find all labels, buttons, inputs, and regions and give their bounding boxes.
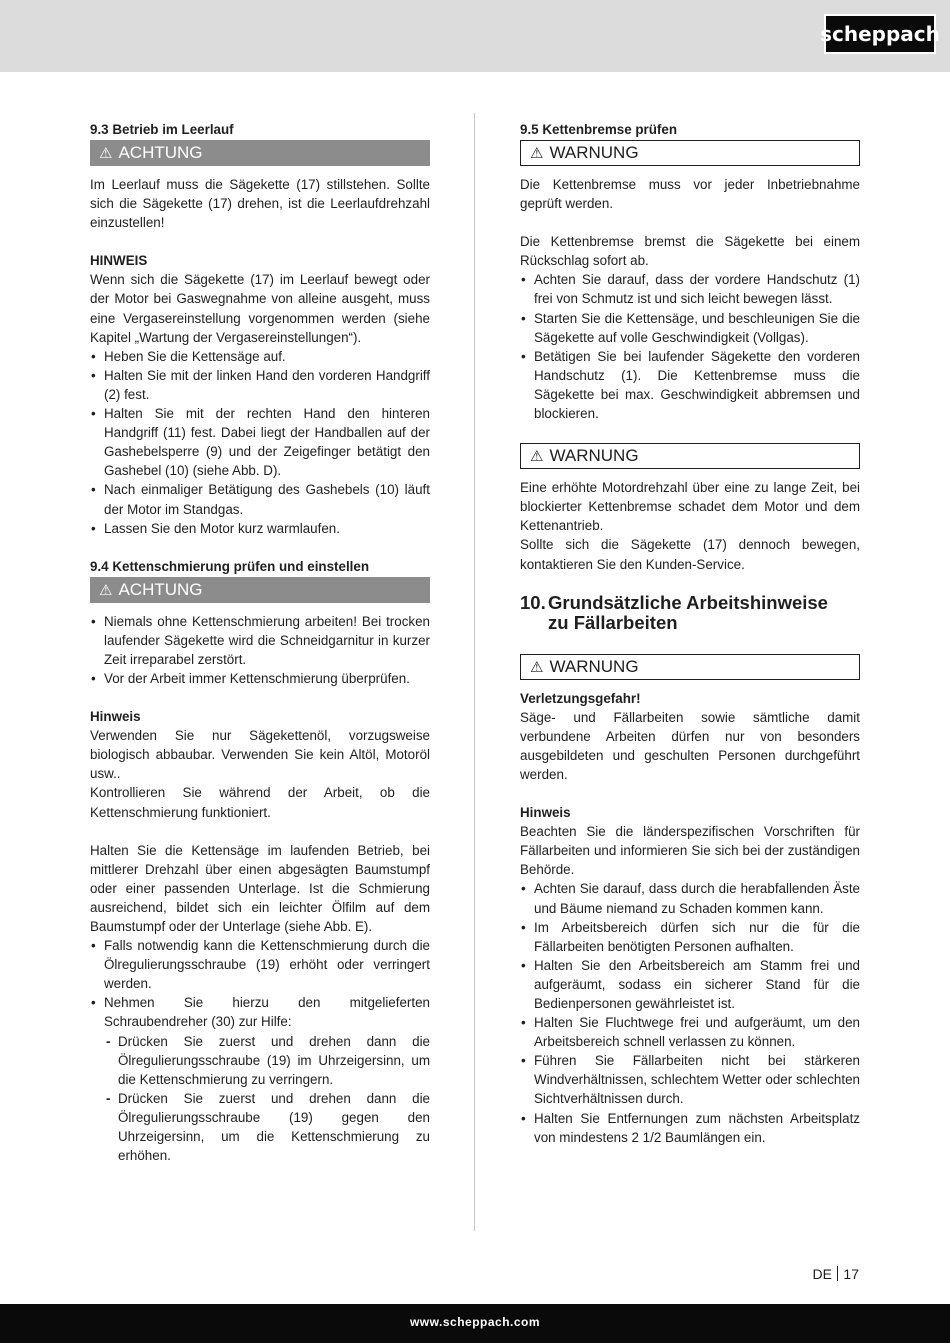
list-item <box>90 993 430 1165</box>
alert-label: WARNUNG <box>549 446 639 466</box>
bullet-list <box>90 936 430 1165</box>
bullet-list <box>90 347 430 538</box>
warning-triangle-icon: ⚠ <box>99 145 113 162</box>
list-item: • Achten Sie darauf, dass der vordere Handschutz (1) frei von Schmutz ist und sich leicht bewegen lässt. <box>520 270 860 308</box>
paragraph: Verwenden Sie nur Sägekettenöl, vorzugsweise biologisch abbaubar. Verwenden Sie kein Altöl, Motoröl usw.. <box>90 728 430 782</box>
section-heading-10 <box>520 593 860 633</box>
sub-list-item: - Drücken Sie zuerst und drehen dann die Ölregulierungsschraube (19) im Uhrzeigersinn, um die Kettenschmierung zu verringern. <box>104 1032 430 1089</box>
language-code: DE <box>812 1266 832 1282</box>
list-item: • Halten Sie Entfernungen zum nächsten Arbeitsplatz von mindestens 2 1/2 Baumlängen ein. <box>520 1109 860 1147</box>
list-item: • Vor der Arbeit immer Kettenschmierung überprüfen. <box>90 669 430 688</box>
list-item: • Achten Sie darauf, dass durch die herabfallenden Äste und Bäume niemand zu Schaden kommen kann. <box>520 879 860 917</box>
section-title-9-3: 9.3 Betrieb im Leerlauf <box>90 122 234 137</box>
section-title-9-5: 9.5 Kettenbremse prüfen <box>520 122 678 137</box>
paragraph: Im Leerlauf muss die Sägekette (17) stillstehen. Sollte sich die Sägekette (17) drehen, ist die Leerlaufdrehzahl einzustellen! <box>90 177 430 231</box>
note-label: Hinweis <box>90 709 141 725</box>
paragraph: Die Kettenbremse muss vor jeder Inbetriebnahme geprüft werden. <box>520 177 860 212</box>
achtung-banner <box>90 577 430 603</box>
list-item: • Halten Sie den Arbeitsbereich am Stamm frei und aufgeräumt, sodass ein sicherer Stand für die Bedienpersonen gewährleistet ist. <box>520 956 860 1013</box>
column-divider <box>474 113 475 1231</box>
list-item: • Im Arbeitsbereich dürfen sich nur die für die Fällarbeiten benötigten Personen aufhalten. <box>520 918 860 956</box>
list-item: • Niemals ohne Kettenschmierung arbeiten! Bei trocken laufender Sägekette wird die Schneidgarnitur in kurzer Zeit irreparabel zerstört. <box>90 612 430 669</box>
warnung-banner <box>520 140 860 166</box>
warning-triangle-icon: ⚠ <box>99 581 113 599</box>
left-column <box>90 120 430 1165</box>
warnung-banner <box>520 654 860 680</box>
bullet-list <box>90 612 430 688</box>
page-number <box>812 1266 859 1282</box>
paragraph: Beachten Sie die länderspezifischen Vorschriften für Fällarbeiten und informieren Sie sich bei der zuständigen Behörde. <box>520 824 860 878</box>
achtung-banner <box>90 140 430 166</box>
list-item: • Betätigen Sie bei laufender Sägekette den vorderen Handschutz (1). Die Kettenbremse muss die Sägekette bei max. Geschwindigkeit abbremsen und blockieren. <box>520 347 860 423</box>
paragraph: Säge- und Fällarbeiten sowie sämtliche damit verbundene Arbeiten dürfen nur von besonders ausgebildeten und geschulten Personen durchgeführt werden. <box>520 709 860 782</box>
sub-list-item: - Drücken Sie zuerst und drehen dann die Ölregulierungsschraube (19) gegen den Uhrzeigersinn, um die Kettenschmierung zu erhöhen. <box>104 1089 430 1165</box>
paragraph: Die Kettenbremse bremst die Sägekette bei einem Rückschlag sofort ab. <box>520 234 860 269</box>
heading-line: Grundsätzliche Arbeitshinweise <box>548 591 828 613</box>
paragraph: Sollte sich die Sägekette (17) dennoch bewegen, kontaktieren Sie den Kunden-Service. <box>520 537 860 572</box>
note-label: HINWEIS <box>90 253 148 269</box>
paragraph: Eine erhöhte Motordrehzahl über eine zu lange Zeit, bei blockierter Kettenbremse schadet dem Motor und dem Kettenantrieb. <box>520 480 860 534</box>
footer-url: www.scheppach.com <box>409 1315 541 1329</box>
list-item: • Starten Sie die Kettensäge, und beschleunigen Sie die Sägekette auf volle Geschwindigkeit (Vollgas). <box>520 309 860 347</box>
danger-label: Verletzungsgefahr! <box>520 690 641 706</box>
list-item: • Halten Sie mit der rechten Hand den hinteren Handgriff (11) fest. Dabei liegt der Handballen auf der Gashebelsperre (9) und der Zeigefinger betätigt den Gashebel (10) (siehe Abb. D). <box>90 404 430 480</box>
warnung-banner <box>520 443 860 469</box>
page-number-value: 17 <box>843 1266 859 1282</box>
right-column <box>520 120 860 1147</box>
paragraph: Halten Sie die Kettensäge im laufenden Betrieb, bei mittlerer Drehzahl über einen abgesägten Baumstumpf oder einer passenden Unterlage. Ist die Schmierung ausreichend, bildet sich ein leichter Ölfilm auf dem Baumstumpf oder der Unterlage (siehe Abb. E). <box>90 842 430 934</box>
brand-logo: scheppach <box>824 14 936 54</box>
bullet-list <box>520 879 860 1146</box>
list-item: • Führen Sie Fällarbeiten nicht bei stärkeren Windverhältnissen, schlechtem Wetter oder schlechten Sichtverhältnissen durch. <box>520 1051 860 1108</box>
note-label: Hinweis <box>520 805 571 821</box>
paragraph: Wenn sich die Sägekette (17) im Leerlauf bewegt oder der Motor bei Gaswegnahme von alleine ausgeht, muss eine Vergasereinstellung vorgenommen werden (siehe Kapitel „Wartung der Vergasereinstellungen“). <box>90 272 430 345</box>
warning-triangle-icon: ⚠ <box>530 145 544 162</box>
list-item: • Heben Sie die Kettensäge auf. <box>90 347 430 366</box>
warning-triangle-icon: ⚠ <box>530 658 544 676</box>
list-item: • Nach einmaliger Betätigung des Gashebels (10) läuft der Motor im Standgas. <box>90 480 430 518</box>
alert-label: ACHTUNG <box>118 143 203 162</box>
header-bar <box>0 0 950 72</box>
bullet-list <box>520 270 860 423</box>
alert-label: WARNUNG <box>549 656 639 676</box>
paragraph: Kontrollieren Sie während der Arbeit, ob die Kettenschmierung funktioniert. <box>90 785 430 820</box>
section-number: 10. <box>520 591 546 613</box>
footer-bar <box>0 1304 950 1343</box>
list-item: • Falls notwendig kann die Kettenschmierung durch die Ölregulierungsschraube (19) erhöht oder verringert werden. <box>90 936 430 993</box>
section-title-9-4: 9.4 Kettenschmierung prüfen und einstellen <box>90 558 370 574</box>
list-item: • Halten Sie Fluchtwege frei und aufgeräumt, um den Arbeitsbereich schnell verlassen zu können. <box>520 1013 860 1051</box>
alert-label: ACHTUNG <box>118 579 203 599</box>
dash-list <box>104 1032 430 1166</box>
warning-triangle-icon: ⚠ <box>530 448 544 466</box>
list-item: • Halten Sie mit der linken Hand den vorderen Handgriff (2) fest. <box>90 366 430 404</box>
alert-label: WARNUNG <box>549 143 639 162</box>
separator <box>837 1266 839 1281</box>
list-item-text: Nehmen Sie hierzu den mitgelieferten Schraubendreher (30) zur Hilfe: <box>104 995 430 1030</box>
heading-line: zu Fällarbeiten <box>548 611 678 633</box>
list-item: • Lassen Sie den Motor kurz warmlaufen. <box>90 519 430 538</box>
